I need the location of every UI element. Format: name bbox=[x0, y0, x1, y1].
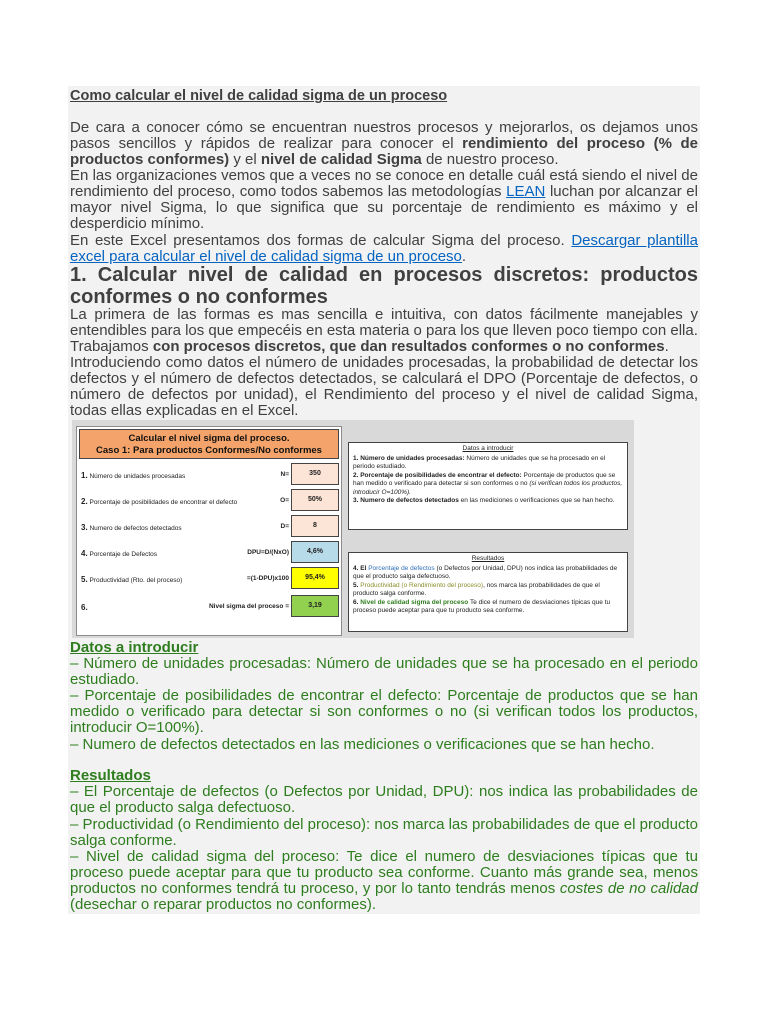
row-label bbox=[81, 603, 88, 612]
datos-panel bbox=[348, 442, 628, 530]
row-label bbox=[81, 575, 182, 584]
resultados-panel-item bbox=[353, 565, 623, 582]
calculator-row bbox=[79, 463, 339, 485]
text: En las organizaciones vemos que a veces no se conoce en detalle cuál está siendo el nivel de rendimiento del proceso, como todos sabemos las metodologías bbox=[70, 167, 698, 200]
bold-text: 5. bbox=[353, 581, 361, 589]
bold-text: 4. El bbox=[353, 564, 369, 572]
section-paragraph-1: La primera de las formas es mas sencilla e intuitiva, con datos fácilmente manejables y entendibles para los que empecéis en esta materia o para los que lleven poco tiempo con ella. bbox=[70, 306, 698, 339]
resultados-panel-heading: Resultados bbox=[471, 555, 505, 562]
colored-text: Productividad (o Rendimiento del proceso) bbox=[360, 581, 484, 589]
text: Trabajamos bbox=[70, 338, 153, 355]
text: , nos marca las probabilidades de que el producto salga conforme. bbox=[353, 581, 600, 597]
row-text: Número de unidades procesadas bbox=[89, 473, 186, 480]
bold-text: nivel de calidad Sigma bbox=[260, 151, 422, 168]
resultados-line-1: – El Porcentaje de defectos (o Defectos por Unidad, DPU): nos indica las probabilidades de que el producto salga defectuoso. bbox=[70, 783, 698, 816]
download-template-link[interactable]: Descargar plantilla excel para calcular el nivel de calidad sigma de un proceso bbox=[70, 232, 698, 265]
row-value: 350 bbox=[291, 463, 339, 485]
row-number: 6. bbox=[81, 603, 88, 612]
resultados-panel bbox=[348, 552, 628, 632]
text: de nuestro proceso. bbox=[421, 151, 559, 168]
row-symbol: O= bbox=[280, 497, 289, 504]
row-symbol: N= bbox=[280, 471, 289, 478]
calculator-row bbox=[79, 541, 339, 563]
calculator-row bbox=[79, 567, 339, 589]
colored-text: Nivel de calidad sigma del proceso bbox=[360, 598, 469, 606]
datos-line-3: – Numero de defectos detectados en las mediciones o verificaciones que se han hecho. bbox=[70, 736, 655, 753]
text: En este Excel presentamos dos formas de calcular Sigma del proceso. bbox=[70, 232, 572, 249]
datos-panel-item bbox=[353, 455, 623, 472]
bold-text: 1. Número de unidades procesadas: bbox=[353, 454, 465, 462]
row-number: 5. bbox=[81, 575, 88, 584]
colored-text: Porcentaje de defectos bbox=[368, 564, 435, 572]
bold-text: rendimiento del proceso (% de productos conformes) bbox=[70, 135, 699, 168]
row-value: 4,6% bbox=[291, 541, 339, 563]
row-value: 95,4% bbox=[291, 567, 339, 589]
row-value: 3,19 bbox=[291, 595, 339, 617]
resultados-line-3 bbox=[70, 849, 698, 913]
row-label bbox=[81, 497, 237, 506]
text: y el bbox=[229, 151, 261, 168]
calculator-row bbox=[79, 515, 339, 537]
text: . bbox=[664, 338, 669, 355]
row-number: 3. bbox=[81, 523, 88, 532]
resultados-line-2: – Productividad (o Rendimiento del proceso): nos marca las probabilidades de que el producto salga conforme. bbox=[70, 816, 698, 849]
row-text: Porcentaje de posibilidades de encontrar el defecto bbox=[89, 499, 238, 506]
datos-heading: Datos a introducir bbox=[70, 639, 199, 656]
row-text: Numero de defectos detectados bbox=[89, 525, 182, 532]
row-value: 8 bbox=[291, 515, 339, 537]
calculator-row bbox=[79, 489, 339, 511]
text: Número de unidades que se ha procesado en el periodo estudiado. bbox=[353, 454, 606, 470]
italic-text: costes de no calidad bbox=[559, 880, 698, 897]
datos-panel-item bbox=[353, 472, 623, 498]
resultados-panel-item bbox=[353, 599, 623, 616]
resultados-panel-item bbox=[353, 582, 623, 599]
calculator-title: Calcular el nivel sigma del proceso. bbox=[128, 433, 290, 444]
row-symbol: Nivel sigma del proceso = bbox=[208, 603, 289, 610]
text: – Nivel de calidad sigma del proceso: Te dice el numero de desviaciones típicas que tu proceso puede aceptar para que tu producto sea conforme. Cuanto más grande sea, menos productos no conformes tendrá tu proceso, y por lo tanto tendrás menos bbox=[70, 848, 698, 897]
text: Te dice el numero de desviaciones típicas que tu proceso puede aceptar para que tu producto sea conforme. bbox=[353, 598, 611, 614]
section-paragraph-2 bbox=[70, 339, 698, 355]
section-heading: 1. Calcular nivel de calidad en procesos discretos: productos conformes o no conformes bbox=[70, 264, 698, 308]
section-paragraph-3: Introduciendo como datos el número de unidades procesadas, la probabilidad de detectar los defectos y el número de defectos detectados, se calculará el DPO (Porcentaje de defectos, o número de defectos por unidad), el Rendimiento del proceso y el nivel de calidad Sigma, todas ellas explicadas en el Excel. bbox=[70, 354, 698, 419]
datos-panel-item bbox=[353, 497, 623, 506]
text: (o Defectos por Unidad, DPU) nos indica las probabilidades de que el producto salga defectuoso. bbox=[353, 564, 618, 580]
row-symbol: =(1-DPU)x100 bbox=[246, 575, 289, 582]
row-symbol: D= bbox=[280, 523, 289, 530]
text: Porcentaje de productos que se han medido o verificado para detectar si son conformes o no bbox=[353, 471, 616, 487]
text: (desechar o reparar productos no conformes). bbox=[70, 896, 376, 913]
calculator-subtitle: Caso 1: Para productos Conformes/No conformes bbox=[96, 445, 322, 456]
intro-paragraph-1 bbox=[70, 120, 698, 168]
bold-text: 6. bbox=[353, 598, 361, 606]
text: . bbox=[461, 248, 467, 265]
resultados-heading: Resultados bbox=[70, 767, 151, 784]
lean-link[interactable]: LEAN bbox=[506, 183, 546, 200]
row-label bbox=[81, 523, 182, 532]
calculator-row bbox=[79, 595, 339, 617]
datos-line-1: – Número de unidades procesadas: Número de unidades que se ha procesado en el periodo estudiado. bbox=[70, 655, 698, 688]
bold-text: 2. Porcentaje de posibilidades de encontrar el defecto: bbox=[353, 471, 522, 479]
text: De cara a conocer cómo se encuentran nuestros procesos y mejorarlos, os dejamos unos pasos sencillos y rápidos de realizar para conocer el bbox=[70, 119, 698, 152]
intro-paragraph-3 bbox=[70, 233, 698, 265]
row-number: 4. bbox=[81, 549, 88, 558]
text: luchan por alcanzar el mayor nivel Sigma, lo que significa que su porcentaje de rendimiento es máximo y el desperdicio mínimo. bbox=[70, 183, 698, 232]
page-title: Como calcular el nivel de calidad sigma de un proceso bbox=[70, 88, 448, 104]
calculator-header bbox=[79, 429, 339, 459]
excel-screenshot bbox=[72, 420, 634, 638]
datos-panel-heading: Datos a introducir bbox=[462, 445, 514, 452]
bold-text: 3. Numero de defectos detectados bbox=[353, 497, 459, 504]
row-text: Porcentaje de Defectos bbox=[89, 551, 158, 558]
row-text: Productividad (Rto. del proceso) bbox=[89, 577, 183, 584]
row-number: 2. bbox=[81, 497, 88, 506]
row-symbol: DPU=D/(NxO) bbox=[247, 549, 289, 556]
italic-text: (si verifican todos los productos, introducir O=100%). bbox=[353, 480, 623, 496]
intro-paragraph-2 bbox=[70, 168, 698, 232]
row-label bbox=[81, 471, 185, 480]
bold-text: con procesos discretos, que dan resultados conformes o no conformes bbox=[152, 338, 665, 355]
row-value: 50% bbox=[291, 489, 339, 511]
text: en las mediciones o verificaciones que se han hecho. bbox=[458, 497, 615, 504]
row-number: 1. bbox=[81, 471, 88, 480]
datos-line-2: – Porcentaje de posibilidades de encontrar el defecto: Porcentaje de productos que se han medido o verificado para detectar si son conformes o no (si verifican todos los productos, introducir O=100%). bbox=[70, 687, 698, 736]
sigma-calculator bbox=[76, 426, 342, 636]
row-label bbox=[81, 549, 157, 558]
